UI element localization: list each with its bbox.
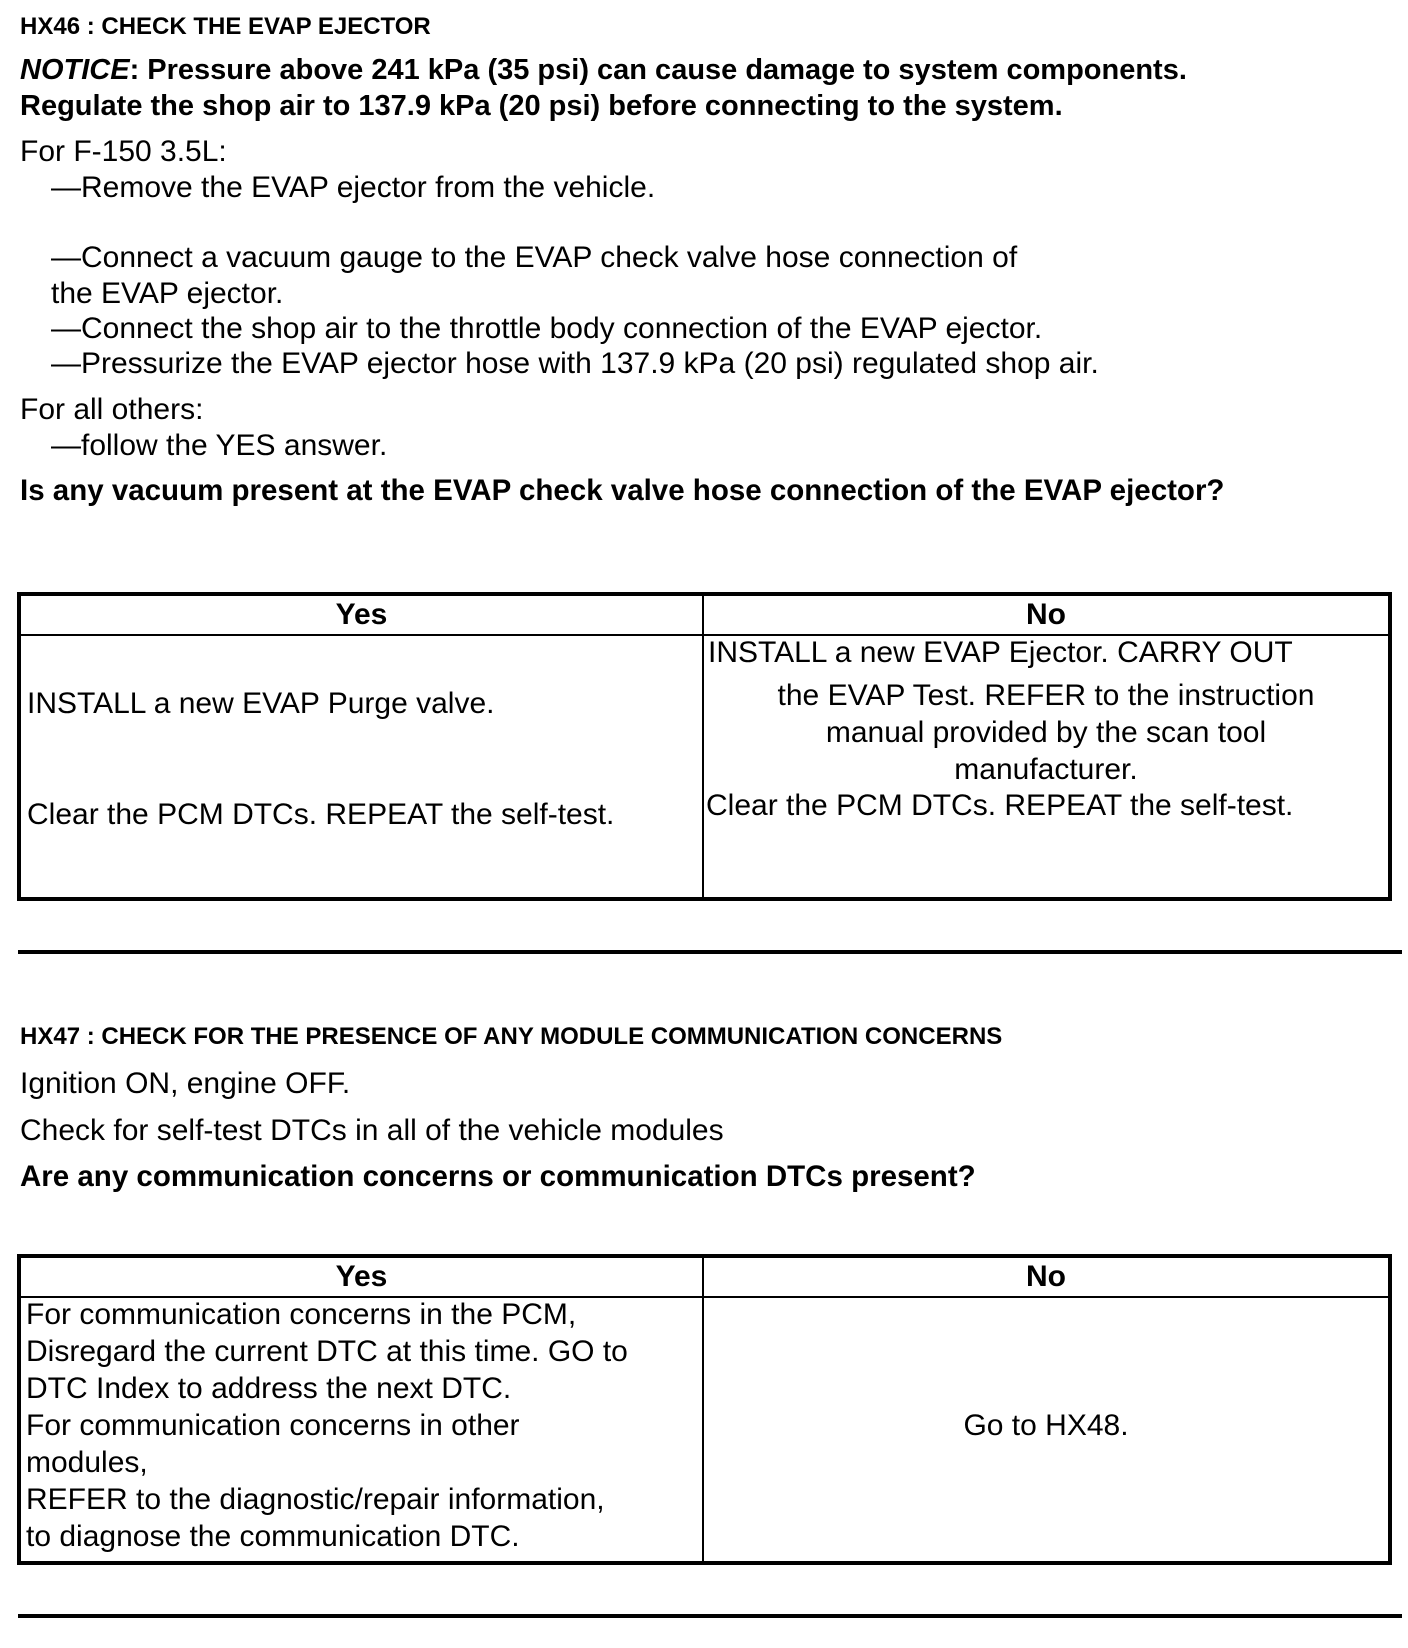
- hx46-no-line: INSTALL a new EVAP Ejector. CARRY OUT: [708, 636, 1293, 669]
- hx47-yes-line: For communication concerns in the PCM,: [26, 1298, 577, 1331]
- hx47-no-text: Go to HX48.: [963, 1409, 1129, 1442]
- notice-line-1: [20, 54, 1187, 87]
- hx46-no-header: No: [703, 594, 1390, 635]
- hx47-decision-table: [17, 1254, 1392, 1565]
- notice-line-2: Regulate the shop air to 137.9 kPa (20 psi) before connecting to the system.: [20, 90, 1063, 122]
- hx47-question: Are any communication concerns or communication DTCs present?: [20, 1160, 976, 1193]
- hx46-yes-line: INSTALL a new EVAP Purge valve.: [27, 687, 495, 720]
- hx46-no-line: Clear the PCM DTCs. REPEAT the self-test.: [706, 789, 1294, 822]
- hx47-check-dtcs: Check for self-test DTCs in all of the vehicle modules: [20, 1114, 724, 1147]
- hx46-yes-cell: [19, 635, 703, 899]
- hx46-decision-table: [17, 592, 1392, 901]
- hx46-yes-line: Clear the PCM DTCs. REPEAT the self-test.: [27, 798, 615, 831]
- hx46-title: HX46 : CHECK THE EVAP EJECTOR: [20, 13, 431, 40]
- hx47-no-header: No: [703, 1256, 1390, 1297]
- hx46-no-cell: [703, 635, 1390, 899]
- hx46-question: Is any vacuum present at the EVAP check valve hose connection of the EVAP ejector?: [20, 474, 1225, 507]
- hx46-no-line: the EVAP Test. REFER to the instruction: [777, 679, 1315, 712]
- notice-text: : Pressure above 241 kPa (35 psi) can cause damage to system components.: [129, 54, 1187, 86]
- others-step: —follow the YES answer.: [51, 429, 388, 462]
- hx47-yes-line: modules,: [26, 1446, 148, 1479]
- step-remove-ejector: —Remove the EVAP ejector from the vehicle.: [51, 171, 656, 204]
- step-connect-gauge-cont: the EVAP ejector.: [51, 277, 284, 310]
- section-divider-bottom: [18, 1614, 1402, 1618]
- hx47-yes-line: For communication concerns in other: [26, 1409, 520, 1442]
- section-divider: [18, 950, 1402, 954]
- hx47-yes-line: to diagnose the communication DTC.: [26, 1520, 520, 1553]
- step-connect-shop-air: —Connect the shop air to the throttle body connection of the EVAP ejector.: [51, 312, 1043, 345]
- hx47-no-cell: [703, 1297, 1390, 1563]
- others-heading: For all others:: [20, 393, 204, 426]
- hx47-yes-line: Disregard the current DTC at this time. GO to: [26, 1335, 628, 1368]
- hx47-yes-header: Yes: [19, 1256, 703, 1297]
- step-pressurize: —Pressurize the EVAP ejector hose with 137.9 kPa (20 psi) regulated shop air.: [51, 347, 1099, 380]
- hx47-ignition: Ignition ON, engine OFF.: [20, 1067, 351, 1100]
- notice-label: NOTICE: [20, 54, 130, 86]
- hx47-yes-line: REFER to the diagnostic/repair information,: [26, 1483, 605, 1516]
- hx46-yes-header: Yes: [19, 594, 703, 635]
- step-connect-gauge: —Connect a vacuum gauge to the EVAP check valve hose connection of: [51, 241, 1018, 274]
- hx46-no-line: manual provided by the scan tool: [825, 716, 1267, 749]
- f150-heading: For F-150 3.5L:: [20, 135, 227, 168]
- hx47-yes-cell: [19, 1297, 703, 1563]
- hx46-no-line: manufacturer.: [954, 753, 1138, 786]
- hx47-yes-line: DTC Index to address the next DTC.: [26, 1372, 512, 1405]
- hx47-title: HX47 : CHECK FOR THE PRESENCE OF ANY MODULE COMMUNICATION CONCERNS: [20, 1023, 1003, 1050]
